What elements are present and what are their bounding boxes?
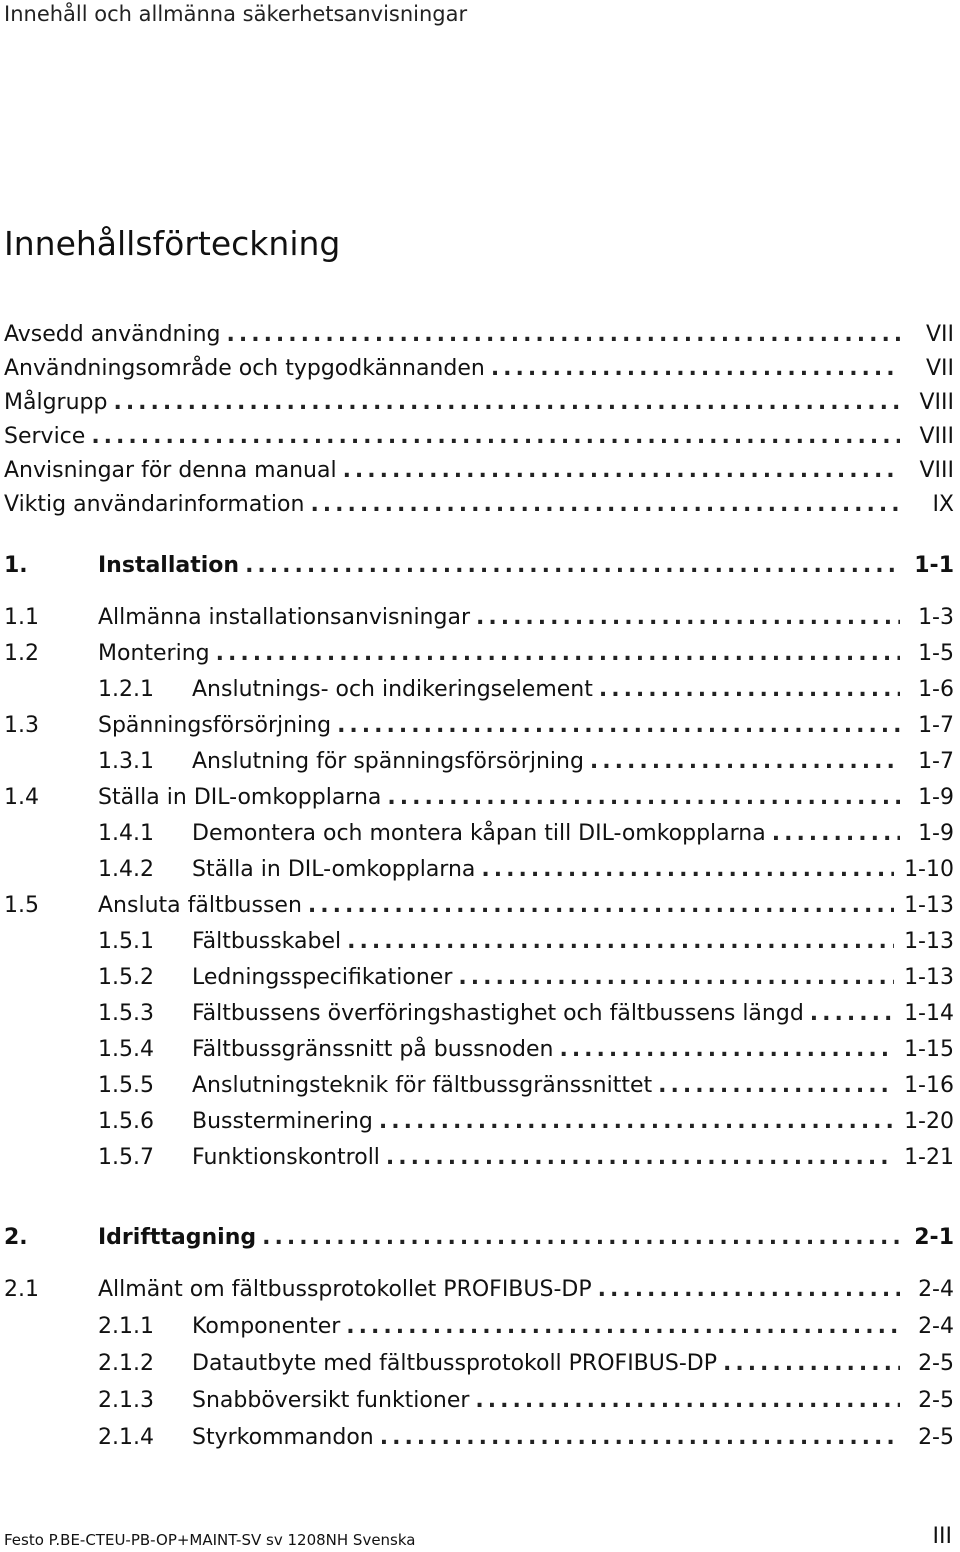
toc-entry-page: 1-16 [904,1073,954,1098]
toc-entry-number: 1. [4,553,28,578]
toc-entry-title: Ansluta fältbussen [98,893,302,918]
toc-entry-page: 1-7 [918,713,954,738]
toc-entry-number: 1.2 [4,641,39,666]
toc-entry-title: Snabböversikt funktioner [192,1388,470,1413]
toc-entry-title: Montering [98,641,210,666]
toc-entry-title: Målgrupp [4,390,108,415]
dot-leader [216,637,900,671]
toc-entry[interactable] [4,1273,954,1307]
dot-leader [476,601,900,635]
toc-entry-number: 1.4.2 [98,857,154,882]
dot-leader [458,961,894,995]
toc-entry[interactable] [4,352,954,386]
toc-entry-title: Allmänt om fältbussprotokollet PROFIBUS-DP [98,1277,592,1302]
toc-entry[interactable] [98,673,954,707]
dot-leader [386,1141,894,1175]
toc-entry-number: 1.5.3 [98,1001,154,1026]
dot-leader [481,853,894,887]
page-title: Innehållsförteckning [4,224,341,263]
toc-entry[interactable] [98,997,954,1031]
dot-leader [227,318,901,352]
dot-leader [598,1273,900,1307]
toc-entry-title: Funktionskontroll [192,1145,380,1170]
toc-entry-page: 1-1 [914,553,954,578]
toc-entry-number: 2.1.1 [98,1314,154,1339]
toc-entry[interactable] [98,1347,954,1381]
dot-leader [308,889,894,923]
toc-entry-title: Fältbusskabel [192,929,342,954]
toc-entry-number: 1.5.5 [98,1073,154,1098]
dot-leader [343,454,900,488]
toc-entry-page: 1-9 [918,785,954,810]
dot-leader [475,1384,900,1418]
toc-entry-number: 1.5.7 [98,1145,154,1170]
toc-entry[interactable] [98,1033,954,1067]
toc-entry-number: 2. [4,1225,28,1250]
dot-leader [113,386,900,420]
toc-entry[interactable] [98,961,954,995]
running-header: Innehåll och allmänna säkerhetsanvisningar [4,2,468,26]
toc-entry-title: Viktig användarinformation [4,492,305,517]
dot-leader [723,1347,900,1381]
toc-entry[interactable] [4,889,954,923]
toc-chapter-entry[interactable] [4,1221,954,1255]
toc-entry-page: VIII [919,458,954,483]
toc-entry-page: 1-6 [918,677,954,702]
toc-entry-number: 1.5.6 [98,1109,154,1134]
toc-entry-page: 1-14 [904,1001,954,1026]
toc-entry-page: 1-13 [904,929,954,954]
toc-entry[interactable] [98,745,954,779]
toc-entry-page: 1-20 [904,1109,954,1134]
toc-entry-title: Användningsområde och typgodkännanden [4,356,485,381]
toc-entry[interactable] [4,637,954,671]
toc-entry-page: 2-4 [918,1277,954,1302]
dot-leader [491,352,900,386]
dot-leader [91,420,900,454]
toc-entry-page: 2-1 [914,1225,954,1250]
dot-leader [599,673,900,707]
toc-entry[interactable] [98,1310,954,1344]
toc-entry-title: Anslutning för spänningsförsörjning [192,749,584,774]
toc-entry[interactable] [98,1069,954,1103]
toc-entry-page: 2-5 [918,1388,954,1413]
toc-entry[interactable] [4,318,954,352]
toc-entry-number: 2.1.3 [98,1388,154,1413]
dot-leader [559,1033,894,1067]
dot-leader [590,745,900,779]
toc-entry[interactable] [98,1141,954,1175]
dot-leader [380,1421,900,1455]
toc-entry-number: 1.5.2 [98,965,154,990]
toc-entry-page: VII [925,322,954,347]
toc-entry[interactable] [98,1421,954,1455]
toc-entry-number: 1.3 [4,713,39,738]
toc-entry-number: 1.5.1 [98,929,154,954]
toc-entry-number: 1.4 [4,785,39,810]
toc-entry-title: Datautbyte med fältbussprotokoll PROFIBUS-DP [192,1351,717,1376]
toc-entry-page: 1-5 [918,641,954,666]
toc-chapter-entry[interactable] [4,549,954,583]
toc-entry-page: VII [925,356,954,381]
toc-entry[interactable] [4,488,954,522]
dot-leader [262,1221,900,1255]
toc-entry-page: 1-13 [904,965,954,990]
toc-entry-title: Ställa in DIL-omkopplarna [98,785,382,810]
toc-entry-page: 1-13 [904,893,954,918]
toc-entry-page: 2-4 [918,1314,954,1339]
toc-entry[interactable] [98,817,954,851]
toc-entry-title: Bussterminering [192,1109,373,1134]
toc-entry-title: Styrkommandon [192,1425,374,1450]
toc-entry-page: 1-10 [904,857,954,882]
toc-entry-number: 1.3.1 [98,749,154,774]
toc-entry[interactable] [4,454,954,488]
footer-document-id: Festo P.BE-CTEU-PB-OP+MAINT-SV sv 1208NH Svenska [4,1531,416,1549]
toc-entry-page: IX [932,492,954,517]
dot-leader [379,1105,894,1139]
toc-entry[interactable] [98,853,954,887]
toc-entry-number: 1.1 [4,605,39,630]
toc-entry[interactable] [4,420,954,454]
toc-entry-title: Ställa in DIL-omkopplarna [192,857,476,882]
toc-entry[interactable] [4,386,954,420]
toc-entry-title: Spänningsförsörjning [98,713,332,738]
toc-entry[interactable] [4,709,954,743]
dot-leader [346,1310,900,1344]
dot-leader [245,549,900,583]
toc-entry-page: 2-5 [918,1351,954,1376]
dot-leader [658,1069,894,1103]
toc-entry-number: 1.4.1 [98,821,154,846]
toc-entry-title: Ledningsspecifikationer [192,965,453,990]
dot-leader [337,709,900,743]
footer-page-number: III [932,1524,952,1549]
toc-entry-page: 1-15 [904,1037,954,1062]
toc-entry-page: VIII [919,424,954,449]
dot-leader [387,781,900,815]
toc-entry-title: Fältbussgränssnitt på bussnoden [192,1037,554,1062]
toc-entry[interactable] [98,1384,954,1418]
toc-entry-number: 2.1 [4,1277,39,1302]
toc-entry-page: 1-9 [918,821,954,846]
toc-entry-page: 2-5 [918,1425,954,1450]
toc-entry-title: Idrifttagning [98,1225,257,1250]
toc-entry-number: 2.1.4 [98,1425,154,1450]
toc-entry[interactable] [98,925,954,959]
dot-leader [772,817,900,851]
toc-entry-title: Anslutnings- och indikeringselement [192,677,593,702]
toc-entry-title: Installation [98,553,240,578]
toc-entry-page: 1-7 [918,749,954,774]
dot-leader [810,997,894,1031]
toc-entry[interactable] [98,1105,954,1139]
toc-entry-page: 1-21 [904,1145,954,1170]
toc-entry-title: Fältbussens överföringshastighet och fältbussens längd [192,1001,804,1026]
toc-entry-page: VIII [919,390,954,415]
toc-entry-number: 2.1.2 [98,1351,154,1376]
toc-entry-number: 1.2.1 [98,677,154,702]
toc-entry-title: Demontera och montera kåpan till DIL-omkopplarna [192,821,766,846]
toc-entry[interactable] [4,601,954,635]
toc-entry-title: Avsedd användning [4,322,221,347]
dot-leader [347,925,894,959]
toc-entry-page: 1-3 [918,605,954,630]
toc-entry-title: Komponenter [192,1314,341,1339]
toc-entry-title: Service [4,424,86,449]
dot-leader [310,488,900,522]
toc-entry-title: Anslutningsteknik för fältbussgränssnittet [192,1073,653,1098]
toc-entry-title: Anvisningar för denna manual [4,458,337,483]
toc-entry-number: 1.5 [4,893,39,918]
toc-entry-title: Allmänna installationsanvisningar [98,605,470,630]
toc-entry[interactable] [4,781,954,815]
toc-entry-number: 1.5.4 [98,1037,154,1062]
